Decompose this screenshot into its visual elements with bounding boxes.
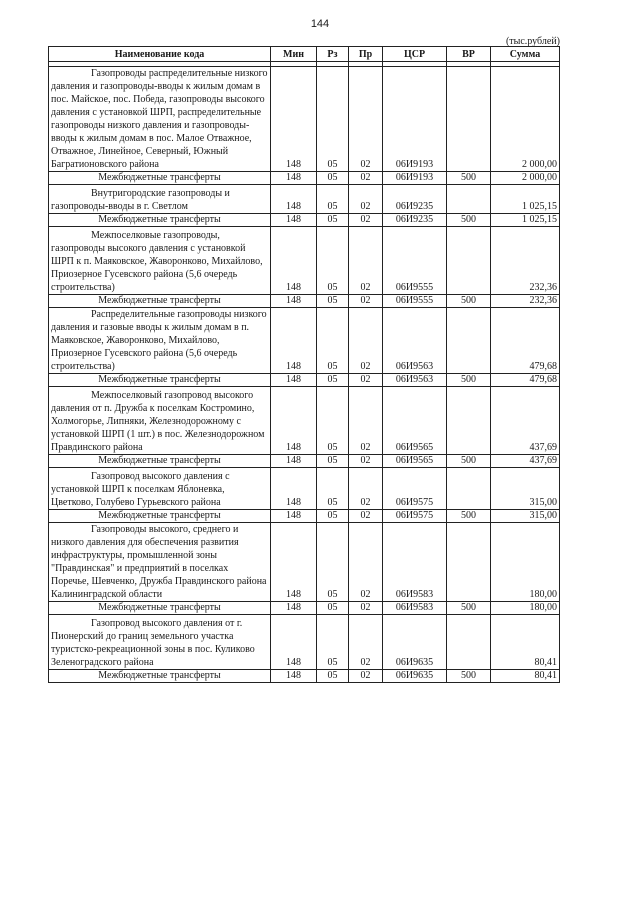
row-csr: 06И9235	[383, 185, 447, 214]
row-csr: 06И9563	[383, 308, 447, 374]
row-rz: 05	[317, 602, 349, 615]
row-pr: 02	[349, 308, 383, 374]
table-row-transfer	[49, 374, 560, 387]
row-rz: 05	[317, 374, 349, 387]
row-sum: 80,41	[491, 670, 560, 683]
row-sum: 1 025,15	[491, 185, 560, 214]
row-min: 148	[271, 523, 317, 602]
row-min: 148	[271, 374, 317, 387]
row-vr	[447, 468, 491, 510]
row-pr: 02	[349, 615, 383, 670]
header-sum: Сумма	[491, 47, 560, 62]
row-rz: 05	[317, 510, 349, 523]
row-vr	[447, 387, 491, 455]
row-name: Межбюджетные трансферты	[49, 214, 271, 227]
row-csr: 06И9555	[383, 227, 447, 295]
row-sum: 437,69	[491, 387, 560, 455]
row-vr: 500	[447, 670, 491, 683]
row-rz: 05	[317, 308, 349, 374]
row-vr: 500	[447, 602, 491, 615]
row-min: 148	[271, 308, 317, 374]
header-vr: ВР	[447, 47, 491, 62]
row-name: Газопровод высокого давления от г. Пионерский до границ земельного участка туристско-рекреационной зоны в пос. Куликово Зеленоградского района	[49, 615, 271, 670]
row-name: Межбюджетные трансферты	[49, 295, 271, 308]
row-sum: 479,68	[491, 308, 560, 374]
row-sum: 1 025,15	[491, 214, 560, 227]
row-rz: 05	[317, 615, 349, 670]
header-pr: Пр	[349, 47, 383, 62]
table-row-transfer	[49, 214, 560, 227]
row-csr: 06И9583	[383, 602, 447, 615]
row-sum: 315,00	[491, 468, 560, 510]
row-sum: 2 000,00	[491, 67, 560, 172]
row-sum: 479,68	[491, 374, 560, 387]
row-min: 148	[271, 185, 317, 214]
row-vr: 500	[447, 295, 491, 308]
row-min: 148	[271, 67, 317, 172]
table-row	[49, 67, 560, 172]
row-name: Распределительные газопроводы низкого давления и газовые вводы к жилым домам в п. Маяковское, Жаворонково, Михайлово, Приозерное Гусевского района (5,6 очередь строительства)	[49, 308, 271, 374]
row-csr: 06И9565	[383, 455, 447, 468]
row-min: 148	[271, 214, 317, 227]
row-csr: 06И9193	[383, 172, 447, 185]
row-csr: 06И9563	[383, 374, 447, 387]
row-rz: 05	[317, 468, 349, 510]
row-csr: 06И9635	[383, 670, 447, 683]
row-rz: 05	[317, 214, 349, 227]
table-row-transfer	[49, 172, 560, 185]
row-min: 148	[271, 615, 317, 670]
row-rz: 05	[317, 67, 349, 172]
table-row	[49, 227, 560, 295]
row-name: Газопроводы высокого, среднего и низкого давления для обеспечения развития инфраструктуры, промышленной зоны "Правдинская" и предприятий в поселках Поречье, Шевченко, Дружба Правдинского района Калининградской области	[49, 523, 271, 602]
row-pr: 02	[349, 602, 383, 615]
row-name: Межбюджетные трансферты	[49, 602, 271, 615]
row-pr: 02	[349, 510, 383, 523]
row-pr: 02	[349, 468, 383, 510]
header-name: Наименование кода	[49, 47, 271, 62]
row-csr: 06И9555	[383, 295, 447, 308]
table-row	[49, 185, 560, 214]
table-row-transfer	[49, 295, 560, 308]
row-vr: 500	[447, 172, 491, 185]
row-name: Межбюджетные трансферты	[49, 172, 271, 185]
row-csr: 06И9583	[383, 523, 447, 602]
row-pr: 02	[349, 523, 383, 602]
row-name: Внутригородские газопроводы и газопроводы-вводы в г. Светлом	[49, 185, 271, 214]
table-header-row	[49, 47, 560, 62]
budget-table	[48, 46, 560, 683]
row-pr: 02	[349, 67, 383, 172]
row-csr: 06И9575	[383, 510, 447, 523]
table-row	[49, 615, 560, 670]
row-name: Межпоселковый газопровод высокого давления от п. Дружба к поселкам Костромино, Холмогорье, Липняки, Железнодорожному с установкой ШРП (1 шт.) в пос. Железнодорожном Правдинского района	[49, 387, 271, 455]
row-vr: 500	[447, 214, 491, 227]
row-rz: 05	[317, 295, 349, 308]
row-pr: 02	[349, 387, 383, 455]
row-name: Межбюджетные трансферты	[49, 510, 271, 523]
row-sum: 437,69	[491, 455, 560, 468]
header-min: Мин	[271, 47, 317, 62]
row-pr: 02	[349, 455, 383, 468]
row-sum: 180,00	[491, 523, 560, 602]
row-sum: 80,41	[491, 615, 560, 670]
row-rz: 05	[317, 185, 349, 214]
row-vr	[447, 227, 491, 295]
row-name: Межпоселковые газопроводы, газопроводы высокого давления с установкой ШРП к п. Маяковское, Жаворонково, Михайлово, Приозерное Гусевского района (5,6 очередь строительства)	[49, 227, 271, 295]
row-vr	[447, 67, 491, 172]
row-csr: 06И9235	[383, 214, 447, 227]
row-pr: 02	[349, 295, 383, 308]
page-number: 144	[310, 18, 330, 30]
row-pr: 02	[349, 227, 383, 295]
row-pr: 02	[349, 185, 383, 214]
row-rz: 05	[317, 523, 349, 602]
table-row-transfer	[49, 455, 560, 468]
table-row-transfer	[49, 510, 560, 523]
table-row	[49, 523, 560, 602]
row-vr: 500	[447, 510, 491, 523]
row-min: 148	[271, 670, 317, 683]
row-name: Межбюджетные трансферты	[49, 455, 271, 468]
row-name: Газопроводы распределительные низкого давления и газопроводы-вводы к жилым домам в пос. Майское, пос. Победа, газопроводы высокого давления с установкой ШРП, распределительные газопроводы низкого давления и газопроводы-вводы к жилым домам в пос. Малое Отважное, Отважное, Линейное, Северный, Южный Багратионовского района	[49, 67, 271, 172]
table-row	[49, 468, 560, 510]
row-min: 148	[271, 602, 317, 615]
row-name: Межбюджетные трансферты	[49, 670, 271, 683]
header-rz: Рз	[317, 47, 349, 62]
row-rz: 05	[317, 670, 349, 683]
row-rz: 05	[317, 455, 349, 468]
row-min: 148	[271, 227, 317, 295]
row-name: Межбюджетные трансферты	[49, 374, 271, 387]
row-csr: 06И9635	[383, 615, 447, 670]
row-min: 148	[271, 455, 317, 468]
table-row-transfer	[49, 602, 560, 615]
row-min: 148	[271, 468, 317, 510]
row-sum: 2 000,00	[491, 172, 560, 185]
row-vr	[447, 615, 491, 670]
row-vr	[447, 308, 491, 374]
row-sum: 180,00	[491, 602, 560, 615]
row-vr: 500	[447, 374, 491, 387]
table-row	[49, 308, 560, 374]
row-csr: 06И9565	[383, 387, 447, 455]
row-pr: 02	[349, 374, 383, 387]
row-rz: 05	[317, 227, 349, 295]
row-pr: 02	[349, 214, 383, 227]
table-row	[49, 387, 560, 455]
table-row-transfer	[49, 670, 560, 683]
row-pr: 02	[349, 670, 383, 683]
header-csr: ЦСР	[383, 47, 447, 62]
row-sum: 232,36	[491, 227, 560, 295]
row-sum: 315,00	[491, 510, 560, 523]
units-label: (тыс.рублей)	[505, 36, 560, 47]
row-rz: 05	[317, 387, 349, 455]
row-pr: 02	[349, 172, 383, 185]
row-vr	[447, 523, 491, 602]
row-csr: 06И9575	[383, 468, 447, 510]
row-min: 148	[271, 172, 317, 185]
row-sum: 232,36	[491, 295, 560, 308]
row-min: 148	[271, 510, 317, 523]
row-vr: 500	[447, 455, 491, 468]
row-min: 148	[271, 387, 317, 455]
row-min: 148	[271, 295, 317, 308]
row-vr	[447, 185, 491, 214]
row-name: Газопровод высокого давления с установкой ШРП к поселкам Яблоневка, Цветково, Голубево Гурьевского района	[49, 468, 271, 510]
row-csr: 06И9193	[383, 67, 447, 172]
row-rz: 05	[317, 172, 349, 185]
